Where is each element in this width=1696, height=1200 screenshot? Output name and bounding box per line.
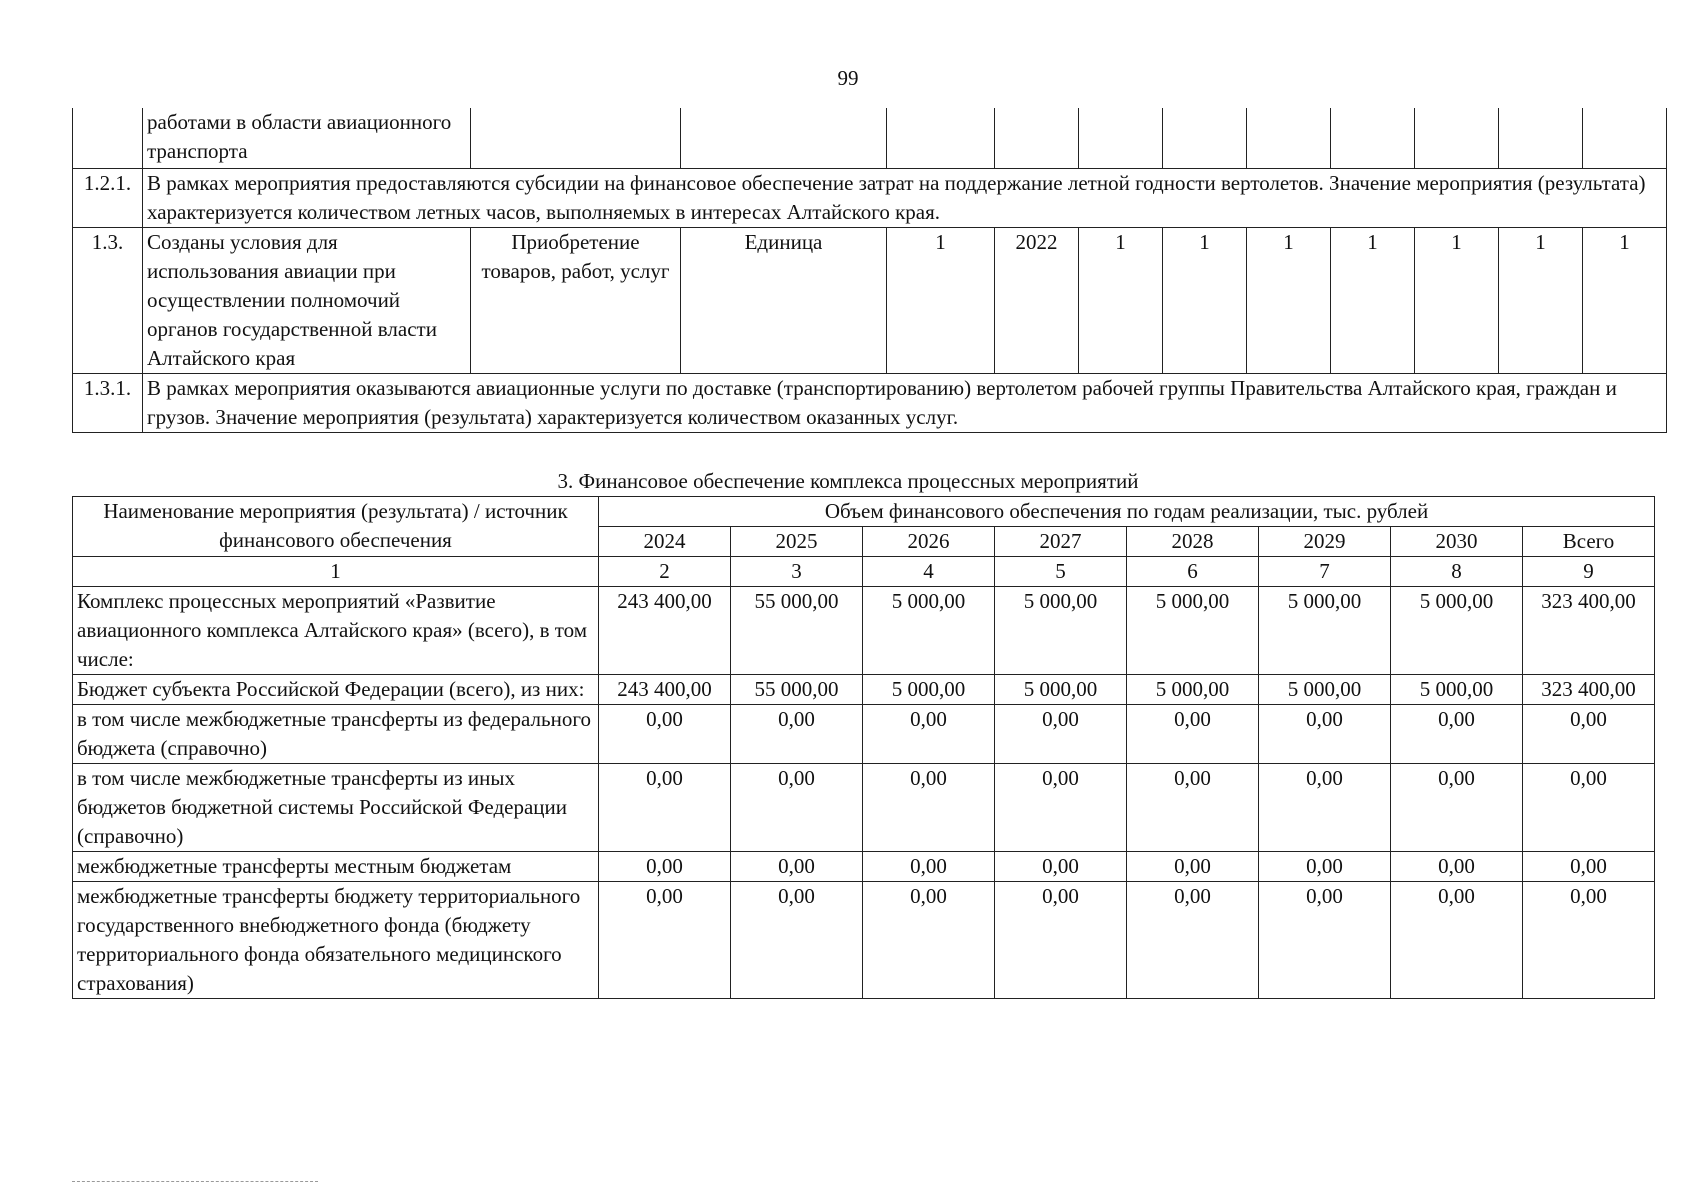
amount-cell: 0,00 — [599, 764, 731, 852]
amount-cell: 5 000,00 — [1259, 675, 1391, 705]
column-number: 6 — [1127, 557, 1259, 587]
table-row — [73, 587, 1655, 675]
amount-cell: 0,00 — [731, 852, 863, 882]
amount-cell: 0,00 — [1127, 764, 1259, 852]
amount-cell: 0,00 — [1259, 852, 1391, 882]
amount-cell: 0,00 — [731, 705, 863, 764]
row-name: Бюджет субъекта Российской Федерации (всего), из них: — [73, 675, 599, 705]
amount-cell: 0,00 — [731, 764, 863, 852]
year-value: 1 — [1583, 227, 1667, 373]
column-number: 3 — [731, 557, 863, 587]
year-value: 1 — [1331, 227, 1415, 373]
year-header: Всего — [1523, 527, 1655, 557]
header-row — [73, 497, 1655, 527]
header-name: Наименование мероприятия (результата) / источник финансового обеспечения — [73, 497, 599, 557]
amount-cell: 5 000,00 — [1391, 587, 1523, 675]
amount-cell: 5 000,00 — [863, 587, 995, 675]
amount-cell: 0,00 — [1127, 705, 1259, 764]
table-row — [73, 373, 1667, 432]
row-name: межбюджетные трансферты местным бюджетам — [73, 852, 599, 882]
year-header: 2025 — [731, 527, 863, 557]
column-number: 2 — [599, 557, 731, 587]
amount-cell: 55 000,00 — [731, 675, 863, 705]
amount-cell: 5 000,00 — [995, 675, 1127, 705]
year-value: 1 — [1079, 227, 1163, 373]
indicators-table — [72, 108, 1667, 433]
column-number: 1 — [73, 557, 599, 587]
row-number: 1.3.1. — [73, 373, 143, 432]
year-header: 2027 — [995, 527, 1127, 557]
continuation-text: работами в области авиационного транспорта — [143, 108, 471, 168]
amount-cell: 5 000,00 — [1391, 675, 1523, 705]
header-volume: Объем финансового обеспечения по годам реализации, тыс. рублей — [599, 497, 1655, 527]
amount-cell: 0,00 — [995, 705, 1127, 764]
amount-cell: 5 000,00 — [1259, 587, 1391, 675]
row-description: В рамках мероприятия оказываются авиационные услуги по доставке (транспортированию) вертолетом рабочей группы Правительства Алтайского края, граждан и грузов. Значение мероприятия (результата) характеризуется количеством оказанных услуг. — [143, 373, 1667, 432]
financing-table — [72, 496, 1655, 999]
amount-cell: 0,00 — [1523, 764, 1655, 852]
row-description: В рамках мероприятия предоставляются субсидии на финансовое обеспечение затрат на поддержание летной годности вертолетов. Значение мероприятия (результата) характеризуется количеством летных часов, выполняемых в интересах Алтайского края. — [143, 168, 1667, 227]
year-header: 2030 — [1391, 527, 1523, 557]
amount-cell: 5 000,00 — [1127, 675, 1259, 705]
year-header: 2028 — [1127, 527, 1259, 557]
table-row — [73, 168, 1667, 227]
table-row — [73, 108, 1667, 168]
amount-cell: 0,00 — [1391, 882, 1523, 999]
year-value: 1 — [1163, 227, 1247, 373]
year-header: 2024 — [599, 527, 731, 557]
amount-cell: 0,00 — [1391, 764, 1523, 852]
amount-cell: 323 400,00 — [1523, 675, 1655, 705]
amount-cell: 0,00 — [863, 764, 995, 852]
financing-table-body — [73, 587, 1655, 999]
amount-cell: 0,00 — [1523, 882, 1655, 999]
row-number: 1.3. — [73, 227, 143, 373]
amount-cell: 0,00 — [1259, 882, 1391, 999]
table-row — [73, 764, 1655, 852]
table-row — [73, 852, 1655, 882]
amount-cell: 5 000,00 — [1127, 587, 1259, 675]
amount-cell: 0,00 — [995, 882, 1127, 999]
row-name: в том числе межбюджетные трансферты из федерального бюджета (справочно) — [73, 705, 599, 764]
base-value: 1 — [887, 227, 995, 373]
page-number: 99 — [837, 66, 859, 90]
table-row — [73, 227, 1667, 373]
amount-cell: 243 400,00 — [599, 675, 731, 705]
year-header: 2026 — [863, 527, 995, 557]
amount-cell: 5 000,00 — [863, 675, 995, 705]
amount-cell: 0,00 — [863, 705, 995, 764]
measure-name: Созданы условия для использования авиации при осуществлении полномочий органов государственной власти Алтайского края — [143, 227, 471, 373]
year-header: 2029 — [1259, 527, 1391, 557]
row-number: 1.2.1. — [73, 168, 143, 227]
column-number: 9 — [1523, 557, 1655, 587]
row-name: в том числе межбюджетные трансферты из иных бюджетов бюджетной системы Российской Федерации (справочно) — [73, 764, 599, 852]
amount-cell: 0,00 — [1391, 705, 1523, 764]
table-row — [73, 882, 1655, 999]
column-number: 8 — [1391, 557, 1523, 587]
column-numbers-row — [73, 557, 1655, 587]
amount-cell: 0,00 — [863, 852, 995, 882]
amount-cell: 243 400,00 — [599, 587, 731, 675]
year-value: 1 — [1415, 227, 1499, 373]
amount-cell: 0,00 — [599, 852, 731, 882]
amount-cell: 0,00 — [1259, 764, 1391, 852]
amount-cell: 0,00 — [599, 882, 731, 999]
table-row — [73, 675, 1655, 705]
amount-cell: 0,00 — [1127, 852, 1259, 882]
measure-type: Приобретение товаров, работ, услуг — [471, 227, 681, 373]
column-number: 4 — [863, 557, 995, 587]
amount-cell: 0,00 — [1523, 852, 1655, 882]
year-value: 1 — [1499, 227, 1583, 373]
column-number: 5 — [995, 557, 1127, 587]
amount-cell: 0,00 — [995, 852, 1127, 882]
measure-unit: Единица — [681, 227, 887, 373]
amount-cell: 55 000,00 — [731, 587, 863, 675]
year-value: 1 — [1247, 227, 1331, 373]
amount-cell: 0,00 — [1259, 705, 1391, 764]
row-name: межбюджетные трансферты бюджету территориального государственного внебюджетного фонда (бюджету территориального фонда обязательного медицинского страхования) — [73, 882, 599, 999]
table-row — [73, 705, 1655, 764]
column-number: 7 — [1259, 557, 1391, 587]
amount-cell: 0,00 — [599, 705, 731, 764]
footer-line — [72, 1181, 318, 1182]
amount-cell: 5 000,00 — [995, 587, 1127, 675]
amount-cell: 0,00 — [1127, 882, 1259, 999]
amount-cell: 0,00 — [1523, 705, 1655, 764]
amount-cell: 0,00 — [731, 882, 863, 999]
amount-cell: 323 400,00 — [1523, 587, 1655, 675]
amount-cell: 0,00 — [995, 764, 1127, 852]
base-year: 2022 — [995, 227, 1079, 373]
section-title: 3. Финансовое обеспечение комплекса процессных мероприятий — [557, 469, 1139, 493]
row-name: Комплекс процессных мероприятий «Развитие авиационного комплекса Алтайского края» (всего), в том числе: — [73, 587, 599, 675]
amount-cell: 0,00 — [1391, 852, 1523, 882]
amount-cell: 0,00 — [863, 882, 995, 999]
